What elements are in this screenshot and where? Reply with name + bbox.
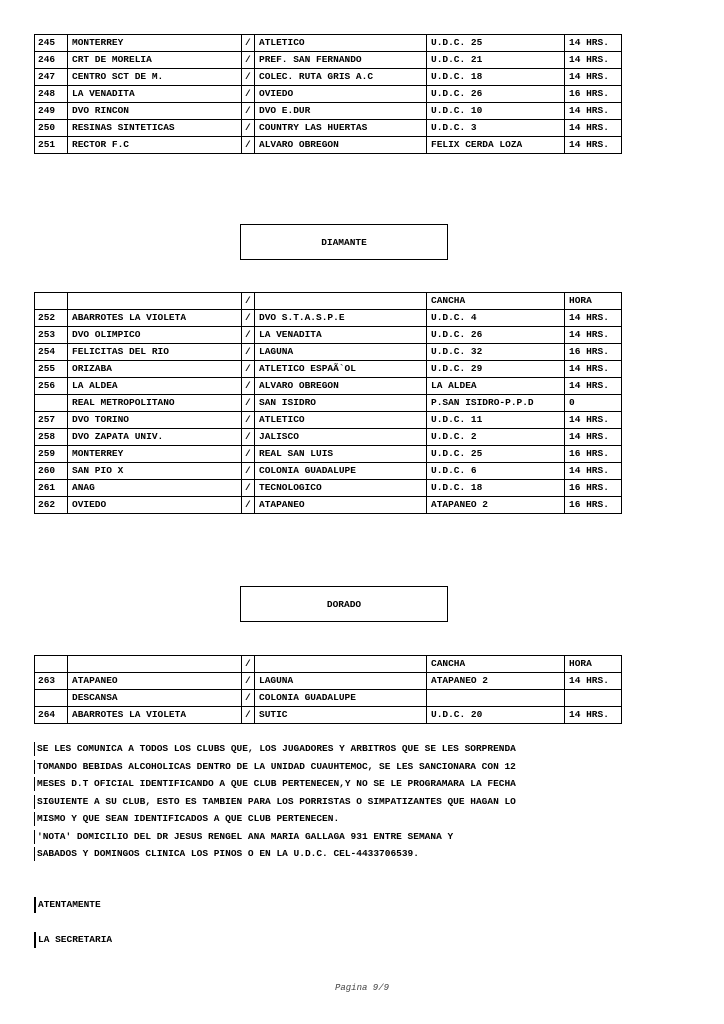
section-title-diamante-text: DIAMANTE bbox=[321, 236, 367, 248]
table-cell: 14 HRS. bbox=[565, 378, 622, 395]
table-cell: / bbox=[242, 103, 255, 120]
table-cell: TECNOLOGICO bbox=[255, 480, 427, 497]
table-cell: P.SAN ISIDRO-P.P.D bbox=[427, 395, 565, 412]
table-cell: 249 bbox=[35, 103, 68, 120]
table-cell: HORA bbox=[565, 293, 622, 310]
table-cell: ALVARO OBREGON bbox=[255, 137, 427, 154]
table-cell: DESCANSA bbox=[68, 690, 242, 707]
table-cell: / bbox=[242, 310, 255, 327]
table-row bbox=[35, 707, 622, 724]
table-cell: / bbox=[242, 395, 255, 412]
table-cell: 14 HRS. bbox=[565, 463, 622, 480]
table-cell: JALISCO bbox=[255, 429, 427, 446]
table-cell: CENTRO SCT DE M. bbox=[68, 69, 242, 86]
match-table-top bbox=[34, 34, 622, 154]
table-cell: U.D.C. 3 bbox=[427, 120, 565, 137]
table-cell: U.D.C. 26 bbox=[427, 86, 565, 103]
table-cell: 14 HRS. bbox=[565, 69, 622, 86]
table-cell: LA VENADITA bbox=[68, 86, 242, 103]
table-cell: 14 HRS. bbox=[565, 120, 622, 137]
table-cell: REAL SAN LUIS bbox=[255, 446, 427, 463]
table-cell: 14 HRS. bbox=[565, 35, 622, 52]
table-cell: U.D.C. 11 bbox=[427, 412, 565, 429]
table-cell: U.D.C. 20 bbox=[427, 707, 565, 724]
table-cell: ATAPANEO bbox=[255, 497, 427, 514]
table-row bbox=[35, 344, 622, 361]
table-cell: 16 HRS. bbox=[565, 86, 622, 103]
table-cell: RESINAS SINTETICAS bbox=[68, 120, 242, 137]
table-cell: / bbox=[242, 378, 255, 395]
match-table-dorado-body bbox=[35, 673, 622, 724]
table-header-row bbox=[35, 293, 622, 310]
table-cell: DVO OLIMPICO bbox=[68, 327, 242, 344]
table-cell: 253 bbox=[35, 327, 68, 344]
table-row bbox=[35, 310, 622, 327]
table-cell: U.D.C. 6 bbox=[427, 463, 565, 480]
table-cell: 257 bbox=[35, 412, 68, 429]
table-cell: / bbox=[242, 446, 255, 463]
table-row bbox=[35, 120, 622, 137]
table-cell: FELICITAS DEL RIO bbox=[68, 344, 242, 361]
table-cell: / bbox=[242, 35, 255, 52]
table-cell: MONTERREY bbox=[68, 35, 242, 52]
table-cell: DVO E.DUR bbox=[255, 103, 427, 120]
table-cell: U.D.C. 25 bbox=[427, 446, 565, 463]
table-cell: COLONIA GUADALUPE bbox=[255, 690, 427, 707]
table-cell bbox=[35, 690, 68, 707]
table-cell: FELIX CERDA LOZA bbox=[427, 137, 565, 154]
table-cell: 14 HRS. bbox=[565, 52, 622, 69]
table-cell: 248 bbox=[35, 86, 68, 103]
table-cell: / bbox=[242, 690, 255, 707]
table-cell: 0 bbox=[565, 395, 622, 412]
table-cell: OVIEDO bbox=[255, 86, 427, 103]
section-title-diamante bbox=[240, 224, 448, 260]
table-cell: SUTIC bbox=[255, 707, 427, 724]
table-cell: 256 bbox=[35, 378, 68, 395]
table-cell: DVO TORINO bbox=[68, 412, 242, 429]
table-cell: / bbox=[242, 120, 255, 137]
table-cell: CANCHA bbox=[427, 293, 565, 310]
table-row bbox=[35, 137, 622, 154]
table-row bbox=[35, 86, 622, 103]
table-cell: 261 bbox=[35, 480, 68, 497]
notice-line: MISMO Y QUE SEAN IDENTIFICADOS A QUE CLUB PERTENECEN. bbox=[34, 810, 554, 828]
table-cell: 250 bbox=[35, 120, 68, 137]
notice-line: TOMANDO BEBIDAS ALCOHOLICAS DENTRO DE LA UNIDAD CUAUHTEMOC, SE LES SANCIONARA CON 12 bbox=[34, 758, 554, 776]
table-cell: / bbox=[242, 673, 255, 690]
table-row bbox=[35, 690, 622, 707]
table-cell bbox=[35, 656, 68, 673]
table-cell: 254 bbox=[35, 344, 68, 361]
table-cell: / bbox=[242, 86, 255, 103]
table-cell: 14 HRS. bbox=[565, 707, 622, 724]
table-cell: / bbox=[242, 429, 255, 446]
table-row bbox=[35, 378, 622, 395]
table-row bbox=[35, 480, 622, 497]
table-cell: U.D.C. 26 bbox=[427, 327, 565, 344]
table-cell: U.D.C. 10 bbox=[427, 103, 565, 120]
table-cell: 14 HRS. bbox=[565, 361, 622, 378]
table-cell: 264 bbox=[35, 707, 68, 724]
table-row bbox=[35, 463, 622, 480]
table-cell: LA ALDEA bbox=[427, 378, 565, 395]
table-cell: ANAG bbox=[68, 480, 242, 497]
table-cell: 245 bbox=[35, 35, 68, 52]
table-cell: ATLETICO bbox=[255, 35, 427, 52]
table-cell bbox=[565, 690, 622, 707]
table-row bbox=[35, 35, 622, 52]
table-cell: DVO ZAPATA UNIV. bbox=[68, 429, 242, 446]
table-cell: PREF. SAN FERNANDO bbox=[255, 52, 427, 69]
match-table-diamante-header bbox=[35, 293, 622, 310]
table-cell: 16 HRS. bbox=[565, 344, 622, 361]
table-cell bbox=[427, 690, 565, 707]
table-cell bbox=[35, 293, 68, 310]
table-cell: U.D.C. 25 bbox=[427, 35, 565, 52]
notice-line: SIGUIENTE A SU CLUB, ESTO ES TAMBIEN PARA LOS PORRISTAS O SIMPATIZANTES QUE HAGAN LO bbox=[34, 793, 554, 811]
table-cell: 258 bbox=[35, 429, 68, 446]
table-cell: / bbox=[242, 412, 255, 429]
table-cell: U.D.C. 18 bbox=[427, 480, 565, 497]
table-cell: LAGUNA bbox=[255, 673, 427, 690]
table-cell: 16 HRS. bbox=[565, 480, 622, 497]
table-cell: U.D.C. 29 bbox=[427, 361, 565, 378]
notice-line: SABADOS Y DOMINGOS CLINICA LOS PINOS O EN LA U.D.C. CEL-4433706539. bbox=[34, 845, 554, 863]
match-table-top-body bbox=[35, 35, 622, 154]
table-cell: ALVARO OBREGON bbox=[255, 378, 427, 395]
table-cell: U.D.C. 18 bbox=[427, 69, 565, 86]
table-cell: HORA bbox=[565, 656, 622, 673]
table-cell: COUNTRY LAS HUERTAS bbox=[255, 120, 427, 137]
table-cell: SAN PIO X bbox=[68, 463, 242, 480]
table-cell: / bbox=[242, 707, 255, 724]
table-cell bbox=[255, 293, 427, 310]
table-cell bbox=[68, 656, 242, 673]
table-cell: RECTOR F.C bbox=[68, 137, 242, 154]
table-cell bbox=[35, 395, 68, 412]
match-table-dorado bbox=[34, 655, 622, 724]
table-cell: ATAPANEO 2 bbox=[427, 673, 565, 690]
table-cell: REAL METROPOLITANO bbox=[68, 395, 242, 412]
table-cell: ABARROTES LA VIOLETA bbox=[68, 707, 242, 724]
table-cell: 251 bbox=[35, 137, 68, 154]
table-cell: COLEC. RUTA GRIS A.C bbox=[255, 69, 427, 86]
page-number: Pagina 9/9 bbox=[334, 983, 389, 993]
table-cell: 14 HRS. bbox=[565, 310, 622, 327]
table-cell: U.D.C. 21 bbox=[427, 52, 565, 69]
notice-line: SE LES COMUNICA A TODOS LOS CLUBS QUE, LOS JUGADORES Y ARBITROS QUE SE LES SORPRENDA bbox=[34, 740, 554, 758]
table-row bbox=[35, 497, 622, 514]
table-cell: LA VENADITA bbox=[255, 327, 427, 344]
table-cell: 255 bbox=[35, 361, 68, 378]
table-cell: 14 HRS. bbox=[565, 412, 622, 429]
table-cell: / bbox=[242, 137, 255, 154]
table-header-row bbox=[35, 656, 622, 673]
notice-line: 'NOTA' DOMICILIO DEL DR JESUS RENGEL ANA MARIA GALLAGA 931 ENTRE SEMANA Y bbox=[34, 828, 554, 846]
table-cell: U.D.C. 32 bbox=[427, 344, 565, 361]
table-cell: ATLETICO ESPAÃ`OL bbox=[255, 361, 427, 378]
table-cell: LAGUNA bbox=[255, 344, 427, 361]
table-cell: 247 bbox=[35, 69, 68, 86]
table-cell: / bbox=[242, 656, 255, 673]
section-title-dorado-text: DORADO bbox=[326, 598, 362, 610]
table-row bbox=[35, 412, 622, 429]
signature-closing: ATENTAMENTE bbox=[34, 897, 101, 913]
table-cell: 14 HRS. bbox=[565, 137, 622, 154]
notice-line: MESES D.T OFICIAL IDENTIFICANDO A QUE CLUB PERTENECEN,Y NO SE LE PROGRAMARA LA FECHA bbox=[34, 775, 554, 793]
table-cell: ATAPANEO 2 bbox=[427, 497, 565, 514]
table-cell: OVIEDO bbox=[68, 497, 242, 514]
table-row bbox=[35, 103, 622, 120]
table-cell: DVO S.T.A.S.P.E bbox=[255, 310, 427, 327]
table-cell: 246 bbox=[35, 52, 68, 69]
table-cell: DVO RINCON bbox=[68, 103, 242, 120]
table-cell bbox=[68, 293, 242, 310]
table-row bbox=[35, 327, 622, 344]
table-cell: / bbox=[242, 69, 255, 86]
notice-block bbox=[34, 740, 554, 863]
table-cell: 16 HRS. bbox=[565, 497, 622, 514]
table-cell: 14 HRS. bbox=[565, 327, 622, 344]
table-cell bbox=[255, 656, 427, 673]
table-cell: U.D.C. 4 bbox=[427, 310, 565, 327]
table-cell: 259 bbox=[35, 446, 68, 463]
table-cell: CRT DE MORELIA bbox=[68, 52, 242, 69]
table-cell: / bbox=[242, 52, 255, 69]
table-cell: CANCHA bbox=[427, 656, 565, 673]
table-cell: 14 HRS. bbox=[565, 103, 622, 120]
match-table-diamante bbox=[34, 292, 622, 514]
table-row bbox=[35, 69, 622, 86]
table-cell: / bbox=[242, 497, 255, 514]
match-table-dorado-header bbox=[35, 656, 622, 673]
table-cell: ATLETICO bbox=[255, 412, 427, 429]
table-cell: / bbox=[242, 344, 255, 361]
table-row bbox=[35, 395, 622, 412]
table-cell: / bbox=[242, 327, 255, 344]
table-cell: ORIZABA bbox=[68, 361, 242, 378]
table-cell: COLONIA GUADALUPE bbox=[255, 463, 427, 480]
table-cell: 262 bbox=[35, 497, 68, 514]
table-cell: ABARROTES LA VIOLETA bbox=[68, 310, 242, 327]
match-table-diamante-body bbox=[35, 310, 622, 514]
table-row bbox=[35, 361, 622, 378]
table-cell: 252 bbox=[35, 310, 68, 327]
table-cell: 263 bbox=[35, 673, 68, 690]
table-cell: 260 bbox=[35, 463, 68, 480]
table-cell: MONTERREY bbox=[68, 446, 242, 463]
table-cell: ATAPANEO bbox=[68, 673, 242, 690]
table-row bbox=[35, 52, 622, 69]
table-cell: / bbox=[242, 293, 255, 310]
table-row bbox=[35, 429, 622, 446]
table-cell: LA ALDEA bbox=[68, 378, 242, 395]
table-cell: 16 HRS. bbox=[565, 446, 622, 463]
table-cell: 14 HRS. bbox=[565, 673, 622, 690]
table-row bbox=[35, 673, 622, 690]
table-cell: SAN ISIDRO bbox=[255, 395, 427, 412]
table-cell: / bbox=[242, 463, 255, 480]
table-cell: 14 HRS. bbox=[565, 429, 622, 446]
table-cell: / bbox=[242, 361, 255, 378]
table-cell: / bbox=[242, 480, 255, 497]
table-cell: U.D.C. 2 bbox=[427, 429, 565, 446]
signature-role: LA SECRETARIA bbox=[34, 932, 112, 948]
table-row bbox=[35, 446, 622, 463]
section-title-dorado bbox=[240, 586, 448, 622]
